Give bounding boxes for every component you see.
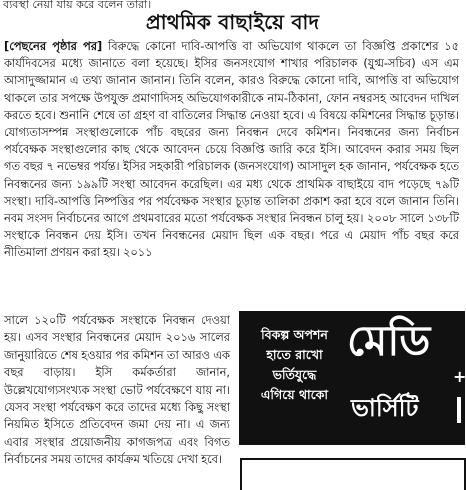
ad-plus-sign: + [453,367,466,386]
article-body-full-width [4,38,459,262]
article-body-text: বিরুদ্ধে কোনো দাবি-আপত্তি বা অভিযোগ থাকলে তা বিজ্ঞপ্তি প্রকাশের ১৫ কার্যদিবসের মধ্যে জানাতে বলা হয়েছে। ইসির জনসংযোগ শাখার পরিচালক (যুগ্ম-সচিব) এস এম আসাদুজ্জামান এ তথ্য জানান জানান। তিনি বলেন, কারও বিরুদ্ধে কোনো দাবি, আপত্তি বা অভিযোগ থাকলে তার সপক্ষে উপযুক্ত প্রমাণাদিসহ অভিযোগকারীকে নাম-ঠিকানা, ফোন নম্বরসহ আবেদন দাখিল করতে হবে। শুনানি শেষে তা গ্রহণ বা বাতিলের সিদ্ধান্ত নেওয়া হবে। এ বিষয়ে কমিশনের সিদ্ধান্ত চূড়ান্ত। যোগ্যতাসম্পন্ন সংস্থাগুলোকে পাঁচ বছরের জন্য নিবন্ধন দেবে কমিশন। নিবন্ধনের জন্য নির্বাচন পর্যবেক্ষক সংস্থাগুলোর কাছ থেকে আবেদন চেয়ে বিজ্ঞপ্তি জারি করে ইসি। আবেদন করার সময় ছিল গত বছর ৭ নভেম্বর পর্যন্ত। ইসির সহকারী পরিচালক (জনসংযোগ) আসাদুল হক জানান, পর্যবেক্ষক হতে নিবন্ধনের জন্য ১৯৯টি সংস্থা আবেদন করেছিল। এর মধ্য থেকে প্রাথমিক বাছাইয়ে বাদ পড়েছে ৭৯টি সংস্থা। দাবি-আপত্তি নিষ্পত্তির পর পর্যবেক্ষক সংস্থার চূড়ান্ত তালিকা প্রকাশ করা হবে বলে জানান তিনি। নবম সংসদ নির্বাচনের আগে প্রথমবারের মতো পর্যবেক্ষক সংস্থার নিবন্ধন চালু হয়। ২০০৮ সালে ১৩৮টি সংস্থাকে নিবন্ধন দেয় ইসি। তখন নিবন্ধনের মেয়াদ ছিল এক বছর। পরে এ মেয়াদ পাঁচ বছর করে নীতিমালা প্রণয়ন করা হয়। ২০১১ [4,39,460,260]
coaching-advertisement [239,311,465,445]
ad-tagline-line-3: ভর্তিযুদ্ধে [272,367,317,382]
ad-headline-varsity: ভার্সিটি [351,394,419,422]
ad-tagline-line-2: হাতে রাখো [266,347,323,362]
article-body-column: সালে ১২০টি পর্যবেক্ষক সংস্থাকে নিবন্ধন দেওয়া হয়। এসব সংস্থার নিবন্ধনের মেয়াদ ২০১৬ সালের জানুয়ারিতে শেষ হওয়ার পর কমিশন তা আরও এক বছর বাড়ায়। ইসি কর্মকর্তারা জানান, উল্লেখযোগ্যসংখ্যক সংস্থা ভোট পর্যবেক্ষণে যায় না। যেসব সংস্থা পর্যবেক্ষণ করে তাদের মধ্যে কিছু সংস্থা নিয়মিত ইসিতে প্রতিবেদন জমা দেয় না। এ জন্য এবার সংস্থার প্রয়োজনীয় কাগজপত্র এবং বিগত নির্বাচনের সময় তাদের কার্যক্রম খতিয়ে দেখা হবে। [4,313,230,467]
previous-article-fragment: ব্যবস্থা নেয়া যায় করে বলেন তারা। [3,0,152,11]
ad-tagline [246,325,343,405]
ad-tagline-line-1: বিকল্প অপশন [261,327,328,342]
adjacent-bordered-box [240,458,466,490]
ad-decorative-bar [457,397,461,423]
article-headline: প্রাথমিক বাছাইয়ে বাদ [145,10,320,34]
ad-headline-medical: মেডি [347,316,431,365]
continued-from-back-page-label: [পেছনের পৃষ্ঠার পর] [4,39,103,53]
ad-tagline-line-4: এগিয়ে থাকো [260,387,329,402]
